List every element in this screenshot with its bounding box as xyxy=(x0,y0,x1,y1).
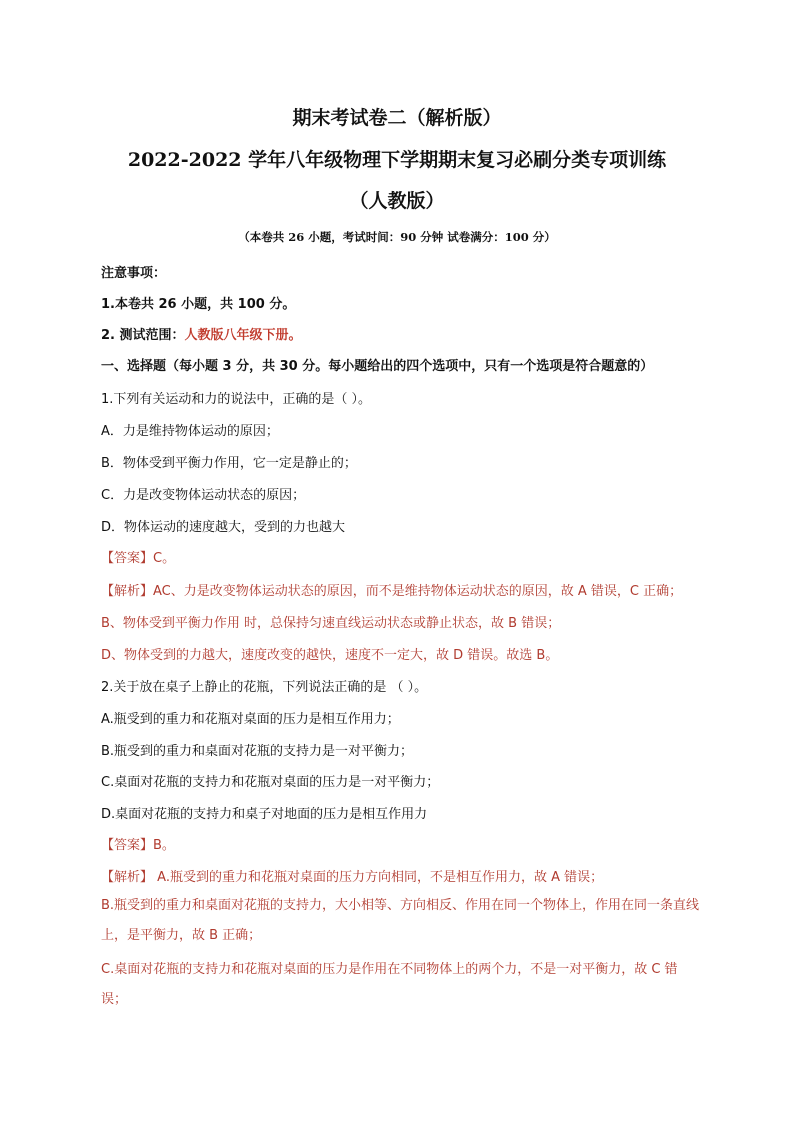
q2-option-b: B.瓶受到的重力和桌面对花瓶的支持力是一对平衡力； xyxy=(101,744,414,759)
notes-item-1: 1.本卷共 26 小题，共 100 分。 xyxy=(101,297,296,312)
q1-answer: 【答案】C。 xyxy=(101,551,176,566)
title-edition: （人教版） xyxy=(349,190,445,212)
q1-option-a: A．力是维持物体运动的原因； xyxy=(101,424,279,439)
q1-analysis-1 xyxy=(101,580,682,599)
notes-item-2-prefix: 2. 测试范围： xyxy=(101,328,185,343)
q1-analysis-1-text: AC、力是改变物体运动状态的原因，而不是维持物体运动状态的原因，故 A 错误，C 正确； xyxy=(153,584,683,599)
q1-option-d: D．物体运动的速度越大，受到的力也越大 xyxy=(101,520,346,535)
section-heading: 一、选择题（每小题 3 分，共 30 分。每小题给出的四个选项中，只有一个选项是符合题意的） xyxy=(101,359,654,374)
q1-analysis-3: D、物体受到的力越大，速度改变的越快，速度不一定大，故 D 错误。故选 B。 xyxy=(101,648,559,663)
q1-option-c: C．力是改变物体运动状态的原因； xyxy=(101,488,306,503)
q2-analysis-1-text: A.瓶受到的重力和花瓶对桌面的压力方向相同，不是相互作用力，故 A 错误； xyxy=(153,870,604,885)
q1-stem: 1.下列有关运动和力的说法中，正确的是（ ）。 xyxy=(101,392,372,407)
notes-item-2 xyxy=(101,324,302,343)
notes-item-2-value: 人教版八年级下册。 xyxy=(184,328,302,343)
title-main: 期末考试卷二（解析版） xyxy=(292,107,502,129)
title-subtitle: 2022-2022 学年八年级物理下学期期末复习必刷分类专项训练 xyxy=(127,149,667,171)
exam-scope: （本卷共 26 小题，考试时间：90 分钟 试卷满分：100 分） xyxy=(238,230,556,244)
q2-analysis-label: 【解析】 xyxy=(101,870,154,885)
q1-analysis-label: 【解析】 xyxy=(101,584,154,599)
q2-option-c: C.桌面对花瓶的支持力和花瓶对桌面的压力是一对平衡力； xyxy=(101,775,440,790)
q2-option-a: A.瓶受到的重力和花瓶对桌面的压力是相互作用力； xyxy=(101,712,400,727)
q2-answer: 【答案】B。 xyxy=(101,838,175,853)
q2-option-d: D.桌面对花瓶的支持力和桌子对地面的压力是相互作用力 xyxy=(101,807,428,822)
q2-stem: 2.关于放在桌子上静止的花瓶，下列说法正确的是 （ ）。 xyxy=(101,680,428,695)
q1-option-b: B．物体受到平衡力作用，它一定是静止的； xyxy=(101,456,357,471)
q1-analysis-2: B、物体受到平衡力作用 时，总保持匀速直线运动状态或静止状态，故 B 错误； xyxy=(101,616,561,631)
notes-heading: 注意事项： xyxy=(101,266,167,281)
q2-analysis-1 xyxy=(101,866,603,885)
q2-analysis-2: B.瓶受到的重力和桌面对花瓶的支持力，大小相等、方向相反、作用在同一个物体上，作用在同一条直线上，是平衡力，故 B 正确； xyxy=(101,898,700,943)
q2-analysis-3: C.桌面对花瓶的支持力和花瓶对桌面的压力是作用在不同物体上的两个力，不是一对平衡力，故 C 错误； xyxy=(101,962,678,1007)
